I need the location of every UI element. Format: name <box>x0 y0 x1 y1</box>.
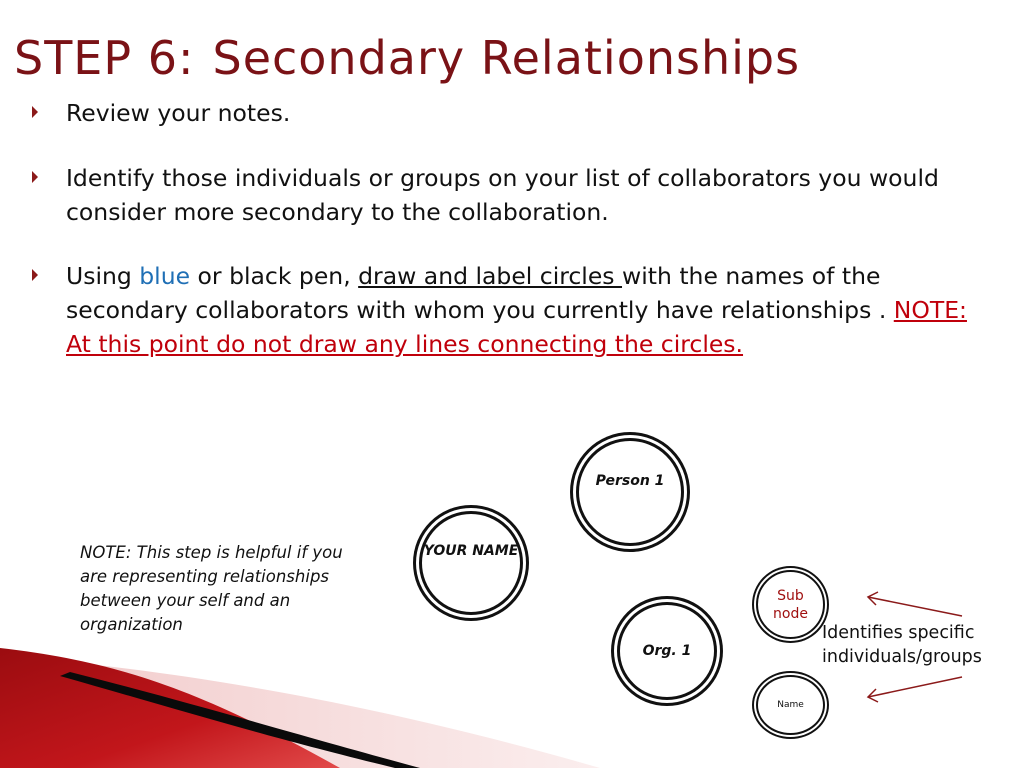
side-note-text: This step is helpful if you are representing relationships between your self and an organization <box>80 543 343 634</box>
bullet-item <box>30 161 990 229</box>
circle-label: Org. 1 <box>642 642 692 659</box>
circle-label: Sub node <box>773 587 808 622</box>
annotation-label: Identifies specific individuals/groups <box>822 623 982 667</box>
side-note-lead: NOTE: <box>80 543 132 562</box>
bullet-arrow-icon <box>32 269 38 281</box>
side-note <box>80 541 360 637</box>
bullet-text-part: pen, <box>291 262 359 290</box>
bullet-text-part: or <box>190 262 230 290</box>
bullet-text: Review your notes. <box>66 99 291 127</box>
circle-sub-node <box>756 570 825 639</box>
circle-label: Name <box>777 699 804 710</box>
black-word: black <box>229 262 292 290</box>
title-text: Secondary Relationships <box>212 31 801 85</box>
bullet-list <box>30 96 990 361</box>
circle-label: YOUR NAME <box>423 542 519 559</box>
bullet-text-part: Using <box>66 262 140 290</box>
bullet-item <box>30 96 990 130</box>
red-note: NOTE: At this point do not draw any lines connecting the circles. <box>66 296 967 358</box>
bullet-item <box>30 259 990 361</box>
circle-org <box>617 602 717 700</box>
page-title <box>14 28 800 88</box>
blue-word: blue <box>139 262 191 290</box>
bullet-text-part: with the names of the secondary collaborators with whom you currently have relationships . <box>66 262 894 324</box>
circle-person <box>576 438 684 546</box>
circle-label: Person 1 <box>595 472 665 489</box>
title-step: STEP 6: <box>14 31 195 85</box>
bullet-arrow-icon <box>32 171 38 183</box>
circle-name <box>756 675 825 735</box>
bullet-arrow-icon <box>32 106 38 118</box>
circle-your-name <box>419 511 523 615</box>
underlined-instruction: draw and label circles <box>358 262 623 290</box>
bullet-text: Identify those individuals or groups on your list of collaborators you would consider more secondary to the collaboration. <box>66 164 939 226</box>
